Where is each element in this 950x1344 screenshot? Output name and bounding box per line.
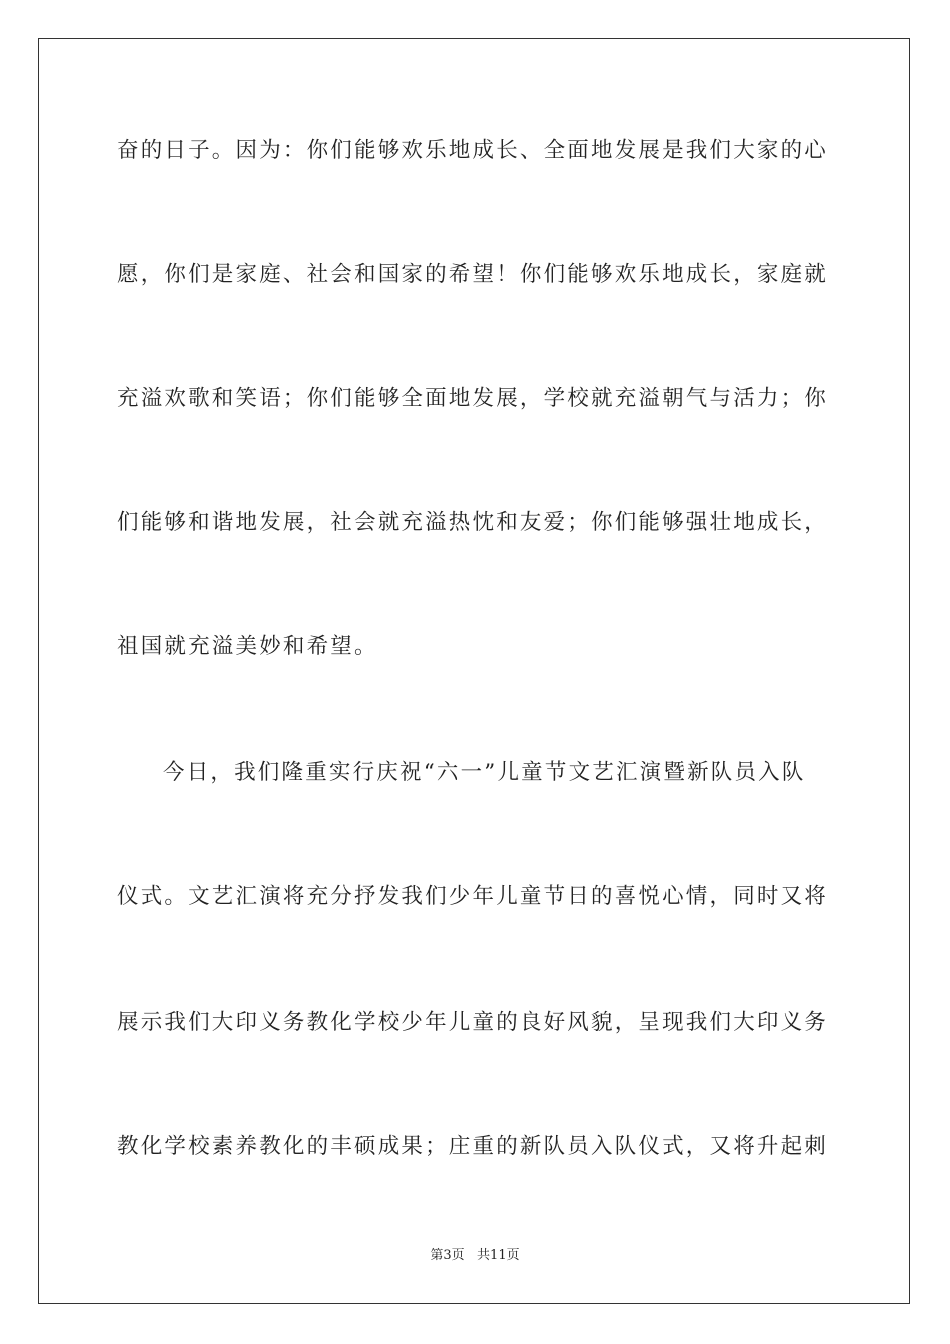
paragraph-2-line-1: 今日，我们隆重实行庆祝“六一”儿童节文艺汇演暨新队员入队: [163, 760, 806, 785]
paragraph-1-line-2: 愿，你们是家庭、社会和国家的希望！你们能够欢乐地成长，家庭就: [117, 262, 829, 287]
page-number-footer: 第3页 共11页: [430, 1248, 520, 1263]
paragraph-1-line-4: 们能够和谐地发展，社会就充溢热忱和友爱；你们能够强壮地成长，: [117, 510, 829, 535]
paragraph-1-line-3: 充溢欢歌和笑语；你们能够全面地发展，学校就充溢朝气与活力；你: [117, 386, 829, 411]
paragraph-2-line-4: 教化学校素养教化的丰硕成果；庄重的新队员入队仪式，又将升起刺: [117, 1134, 829, 1159]
paragraph-2-line-3: 展示我们大印义务教化学校少年儿童的良好风貌，呈现我们大印义务: [117, 1010, 829, 1035]
paragraph-2-line-2: 仪式。文艺汇演将充分抒发我们少年儿童节日的喜悦心情，同时又将: [117, 884, 829, 909]
paragraph-1-line-5: 祖国就充溢美妙和希望。: [117, 634, 378, 659]
paragraph-1-line-1: 奋的日子。因为：你们能够欢乐地成长、全面地发展是我们大家的心: [117, 138, 829, 163]
page-border-frame: [38, 38, 910, 1304]
